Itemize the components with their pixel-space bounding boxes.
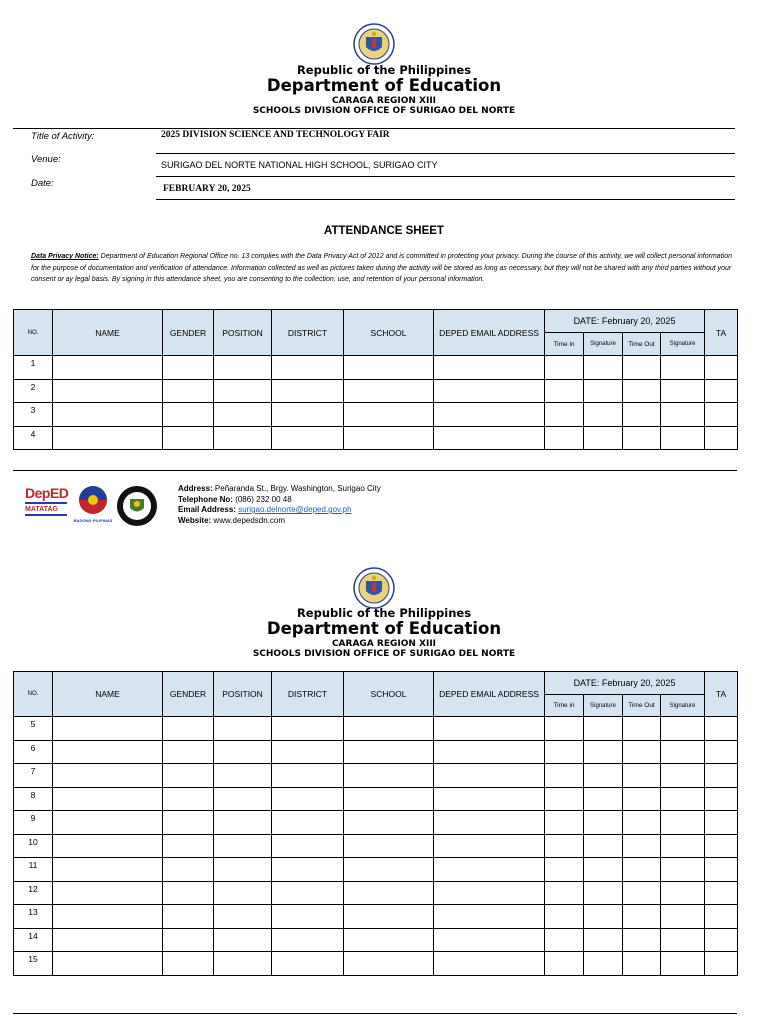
table-cell[interactable] (434, 811, 545, 835)
table-cell[interactable] (584, 952, 623, 976)
table-row (14, 740, 738, 764)
row-number: 12 (14, 881, 53, 905)
table-cell[interactable] (344, 787, 434, 811)
table-cell[interactable] (623, 787, 661, 811)
table-cell[interactable] (661, 881, 705, 905)
table-cell[interactable] (584, 787, 623, 811)
table-cell[interactable] (434, 952, 545, 976)
col-header-date: DATE: February 20, 2025 (545, 672, 705, 695)
table-cell[interactable] (661, 952, 705, 976)
region-text: CARAGA REGION XIII (331, 96, 437, 106)
table-cell[interactable] (623, 403, 661, 427)
table-cell[interactable] (584, 858, 623, 882)
table-cell[interactable] (163, 787, 214, 811)
phone-label: Telephone No: (178, 494, 233, 504)
row-number: 13 (14, 905, 53, 929)
table-cell[interactable] (705, 952, 738, 976)
table-cell[interactable] (272, 403, 344, 427)
deped-matatag-logo (25, 485, 67, 525)
table-row (14, 426, 738, 450)
col-header-school: SCHOOL (344, 310, 434, 356)
table-cell[interactable] (272, 905, 344, 929)
table-cell[interactable] (214, 426, 272, 450)
table-cell[interactable] (344, 881, 434, 905)
table-cell[interactable] (434, 717, 545, 741)
table-cell[interactable] (214, 379, 272, 403)
table-cell[interactable] (584, 426, 623, 450)
col-header-no: NO. (14, 310, 53, 356)
table-cell[interactable] (344, 952, 434, 976)
table-cell[interactable] (623, 858, 661, 882)
footer-divider (13, 470, 737, 471)
table-cell[interactable] (434, 905, 545, 929)
deped-seal-icon (353, 567, 395, 609)
table-cell[interactable] (344, 834, 434, 858)
table-cell[interactable] (661, 787, 705, 811)
table-cell[interactable] (272, 858, 344, 882)
col-header-signature-in: Signature (584, 333, 623, 356)
col-header-district: DISTRICT (272, 672, 344, 717)
col-header-email: DEPED EMAIL ADDRESS (434, 672, 545, 717)
table-cell[interactable] (163, 356, 214, 380)
table-cell[interactable] (661, 905, 705, 929)
table-cell[interactable] (214, 952, 272, 976)
table-cell[interactable] (434, 881, 545, 905)
table-row (14, 834, 738, 858)
table-cell[interactable] (623, 764, 661, 788)
table-cell[interactable] (661, 811, 705, 835)
table-cell[interactable] (545, 379, 584, 403)
table-cell[interactable] (434, 740, 545, 764)
table-cell[interactable] (163, 740, 214, 764)
table-cell[interactable] (344, 717, 434, 741)
table-cell[interactable] (272, 764, 344, 788)
table-cell[interactable] (705, 881, 738, 905)
table-cell[interactable] (53, 811, 163, 835)
table-cell[interactable] (705, 379, 738, 403)
table-cell[interactable] (434, 834, 545, 858)
table-cell[interactable] (344, 928, 434, 952)
date-value: FEBRUARY 20, 2025 (163, 184, 251, 194)
table-row (14, 952, 738, 976)
table-cell[interactable] (53, 952, 163, 976)
table-cell[interactable] (545, 356, 584, 380)
table-cell[interactable] (623, 811, 661, 835)
website-value: www.depedsdn.com (211, 515, 286, 525)
table-cell[interactable] (214, 928, 272, 952)
table-cell[interactable] (705, 426, 738, 450)
table-cell[interactable] (214, 834, 272, 858)
table-cell[interactable] (584, 740, 623, 764)
table-cell[interactable] (53, 834, 163, 858)
table-cell[interactable] (584, 764, 623, 788)
table-cell[interactable] (53, 858, 163, 882)
table-cell[interactable] (53, 881, 163, 905)
bagong-pilipinas-text: BAGONG PILIPINAS (73, 518, 113, 523)
table-cell[interactable] (584, 356, 623, 380)
table-cell[interactable] (163, 834, 214, 858)
table-cell[interactable] (272, 952, 344, 976)
table-cell[interactable] (344, 740, 434, 764)
table-cell[interactable] (163, 426, 214, 450)
table-cell[interactable] (163, 811, 214, 835)
footer-divider (13, 1013, 737, 1014)
table-cell[interactable] (53, 356, 163, 380)
table-cell[interactable] (705, 905, 738, 929)
address-label: Address: (178, 484, 213, 493)
table-cell[interactable] (214, 905, 272, 929)
table-cell[interactable] (661, 740, 705, 764)
table-cell[interactable] (214, 717, 272, 741)
title-of-activity-label: Title of Activity: (31, 131, 95, 142)
table-cell[interactable] (623, 356, 661, 380)
table-cell[interactable] (163, 717, 214, 741)
col-header-signature-out: Signature (661, 695, 705, 717)
table-cell[interactable] (545, 858, 584, 882)
table-cell[interactable] (705, 740, 738, 764)
footer-contact (178, 484, 381, 526)
table-cell[interactable] (584, 881, 623, 905)
table-cell[interactable] (584, 811, 623, 835)
divider-line (13, 128, 735, 129)
table-cell[interactable] (434, 787, 545, 811)
table-cell[interactable] (545, 905, 584, 929)
republic-text: Republic of the Philippines (296, 606, 472, 620)
table-cell[interactable] (584, 717, 623, 741)
col-header-district: DISTRICT (272, 310, 344, 356)
table-cell[interactable] (163, 952, 214, 976)
row-number: 15 (14, 952, 53, 976)
table-cell[interactable] (272, 717, 344, 741)
table-cell[interactable] (272, 928, 344, 952)
table-cell[interactable] (661, 379, 705, 403)
row-number: 3 (14, 403, 53, 427)
table-cell[interactable] (584, 403, 623, 427)
division-text: SCHOOLS DIVISION OFFICE OF SURIGAO DEL NORTE (252, 106, 516, 116)
row-number: 2 (14, 379, 53, 403)
table-cell[interactable] (661, 426, 705, 450)
table-cell[interactable] (661, 928, 705, 952)
sdo-seal-icon (116, 485, 158, 527)
table-cell[interactable] (661, 834, 705, 858)
table-cell[interactable] (661, 764, 705, 788)
col-header-no: NO. (14, 672, 53, 717)
table-cell[interactable] (705, 764, 738, 788)
region-text: CARAGA REGION XIII (331, 639, 437, 649)
table-cell[interactable] (705, 834, 738, 858)
table-cell[interactable] (53, 787, 163, 811)
privacy-notice-text: Department of Education Regional Office no. 13 complies with the Data Privacy Act of 2012 and is committed in protecting your privacy. During the course of this activity, we will collect personal information for the purpose of documentation and verification of attendance. Information collected as well as pictures taken during the activity will be stored as long as necessary, but they will not be shared with any third parties without your consent or ay legal basis. By signing in this attendance sheet, you are consenting to the collection, use, and retention of your personal information. (31, 253, 732, 283)
col-header-signature-in: Signature (584, 695, 623, 717)
col-header-ta: TA (705, 310, 738, 356)
table-cell[interactable] (584, 928, 623, 952)
table-cell[interactable] (705, 787, 738, 811)
table-cell[interactable] (623, 717, 661, 741)
table-cell[interactable] (545, 426, 584, 450)
table-cell[interactable] (53, 764, 163, 788)
row-number: 14 (14, 928, 53, 952)
attendance-sheet-title: ATTENDANCE SHEET (324, 225, 444, 237)
table-cell[interactable] (163, 881, 214, 905)
email-label: Email Address: (178, 505, 236, 514)
table-cell[interactable] (623, 379, 661, 403)
table-cell[interactable] (163, 858, 214, 882)
table-cell[interactable] (53, 379, 163, 403)
website-label: Website: (178, 515, 212, 525)
table-cell[interactable] (545, 787, 584, 811)
table-cell[interactable] (214, 764, 272, 788)
table-cell[interactable] (623, 834, 661, 858)
row-number: 6 (14, 740, 53, 764)
table-cell[interactable] (344, 905, 434, 929)
table-cell[interactable] (661, 356, 705, 380)
privacy-notice-heading: Data Privacy Notice: (31, 253, 99, 260)
col-header-gender: GENDER (163, 310, 214, 356)
col-header-name: NAME (53, 672, 163, 717)
table-row (14, 881, 738, 905)
table-cell[interactable] (344, 811, 434, 835)
table-cell[interactable] (623, 905, 661, 929)
table-cell[interactable] (344, 426, 434, 450)
table-cell[interactable] (214, 811, 272, 835)
table-cell[interactable] (623, 740, 661, 764)
table-row (14, 403, 738, 427)
table-cell[interactable] (272, 356, 344, 380)
col-header-email: DEPED EMAIL ADDRESS (434, 310, 545, 356)
table-cell[interactable] (545, 403, 584, 427)
privacy-notice (31, 251, 737, 286)
table-row (14, 356, 738, 380)
col-header-time-out: Time Out (623, 695, 661, 717)
table-row (14, 928, 738, 952)
address-value: Peñaranda St., Brgy. Washington, Surigao City (212, 484, 381, 493)
venue-label: Venue: (31, 154, 61, 165)
deped-logo-text: DepED (25, 485, 69, 501)
table-cell[interactable] (344, 379, 434, 403)
table-cell[interactable] (584, 834, 623, 858)
table-row (14, 379, 738, 403)
table-cell[interactable] (623, 426, 661, 450)
attendance-table-page2 (13, 671, 738, 976)
table-row (14, 905, 738, 929)
deped-seal-icon (353, 23, 395, 65)
row-number: 5 (14, 717, 53, 741)
table-row (14, 717, 738, 741)
field-underline (156, 153, 735, 154)
table-cell[interactable] (344, 764, 434, 788)
table-cell[interactable] (545, 928, 584, 952)
table-cell[interactable] (214, 740, 272, 764)
table-cell[interactable] (163, 905, 214, 929)
table-cell[interactable] (584, 379, 623, 403)
venue-value: SURIGAO DEL NORTE NATIONAL HIGH SCHOOL, SURIGAO CITY (161, 160, 438, 170)
row-number: 9 (14, 811, 53, 835)
table-cell[interactable] (434, 379, 545, 403)
row-number: 8 (14, 787, 53, 811)
table-cell[interactable] (705, 811, 738, 835)
field-underline (156, 199, 735, 200)
table-cell[interactable] (545, 834, 584, 858)
table-cell[interactable] (214, 858, 272, 882)
table-cell[interactable] (272, 881, 344, 905)
matatag-logo-text: MATATAG (25, 506, 58, 513)
row-number: 10 (14, 834, 53, 858)
table-cell[interactable] (705, 858, 738, 882)
col-header-position: POSITION (214, 672, 272, 717)
table-cell[interactable] (623, 881, 661, 905)
table-cell[interactable] (272, 787, 344, 811)
col-header-school: SCHOOL (344, 672, 434, 717)
table-cell[interactable] (272, 426, 344, 450)
table-cell[interactable] (344, 403, 434, 427)
table-cell[interactable] (53, 403, 163, 427)
row-number: 1 (14, 356, 53, 380)
col-header-name: NAME (53, 310, 163, 356)
table-cell[interactable] (53, 717, 163, 741)
col-header-gender: GENDER (163, 672, 214, 717)
table-cell[interactable] (434, 356, 545, 380)
attendance-table-page1 (13, 309, 738, 450)
title-of-activity-value: 2025 DIVISION SCIENCE AND TECHNOLOGY FAIR (161, 130, 390, 140)
col-header-signature-out: Signature (661, 333, 705, 356)
col-header-position: POSITION (214, 310, 272, 356)
table-cell[interactable] (661, 717, 705, 741)
table-cell[interactable] (623, 952, 661, 976)
phone-value: (086) 232 00 48 (232, 494, 292, 504)
table-row (14, 858, 738, 882)
table-cell[interactable] (163, 379, 214, 403)
table-cell[interactable] (584, 905, 623, 929)
table-cell[interactable] (661, 858, 705, 882)
col-header-time-in: Time in (545, 333, 584, 356)
table-cell[interactable] (53, 426, 163, 450)
table-cell[interactable] (545, 881, 584, 905)
table-cell[interactable] (434, 764, 545, 788)
table-cell[interactable] (705, 928, 738, 952)
col-header-date: DATE: February 20, 2025 (545, 310, 705, 333)
department-title: Department of Education (266, 76, 502, 95)
table-cell[interactable] (53, 928, 163, 952)
table-cell[interactable] (545, 952, 584, 976)
table-row (14, 787, 738, 811)
division-text: SCHOOLS DIVISION OFFICE OF SURIGAO DEL NORTE (252, 649, 516, 659)
col-header-time-out: Time Out (623, 333, 661, 356)
table-cell[interactable] (214, 787, 272, 811)
table-cell[interactable] (705, 403, 738, 427)
table-cell[interactable] (434, 403, 545, 427)
row-number: 11 (14, 858, 53, 882)
date-label: Date: (31, 178, 54, 189)
table-cell[interactable] (434, 858, 545, 882)
table-cell[interactable] (53, 740, 163, 764)
table-cell[interactable] (53, 905, 163, 929)
table-cell[interactable] (214, 881, 272, 905)
table-cell[interactable] (545, 740, 584, 764)
department-title: Department of Education (266, 619, 502, 638)
table-row (14, 811, 738, 835)
table-cell[interactable] (163, 764, 214, 788)
email-link[interactable]: surigao.delnorte@deped.gov.ph (238, 505, 352, 514)
col-header-ta: TA (705, 672, 738, 717)
table-row (14, 764, 738, 788)
table-cell[interactable] (344, 858, 434, 882)
table-cell[interactable] (705, 717, 738, 741)
table-cell[interactable] (545, 717, 584, 741)
table-cell[interactable] (272, 740, 344, 764)
table-cell[interactable] (214, 403, 272, 427)
row-number: 4 (14, 426, 53, 450)
table-cell[interactable] (705, 356, 738, 380)
table-cell[interactable] (214, 356, 272, 380)
table-cell[interactable] (344, 356, 434, 380)
table-cell[interactable] (163, 928, 214, 952)
col-header-time-in: Time in (545, 695, 584, 717)
table-cell[interactable] (545, 764, 584, 788)
table-cell[interactable] (623, 928, 661, 952)
table-cell[interactable] (272, 834, 344, 858)
republic-text: Republic of the Philippines (296, 63, 472, 77)
row-number: 7 (14, 764, 53, 788)
table-cell[interactable] (661, 403, 705, 427)
table-cell[interactable] (434, 928, 545, 952)
table-cell[interactable] (434, 426, 545, 450)
table-cell[interactable] (272, 811, 344, 835)
table-cell[interactable] (163, 403, 214, 427)
table-cell[interactable] (545, 811, 584, 835)
field-underline (156, 176, 735, 177)
bagong-pilipinas-logo-icon (73, 484, 113, 524)
table-cell[interactable] (272, 379, 344, 403)
